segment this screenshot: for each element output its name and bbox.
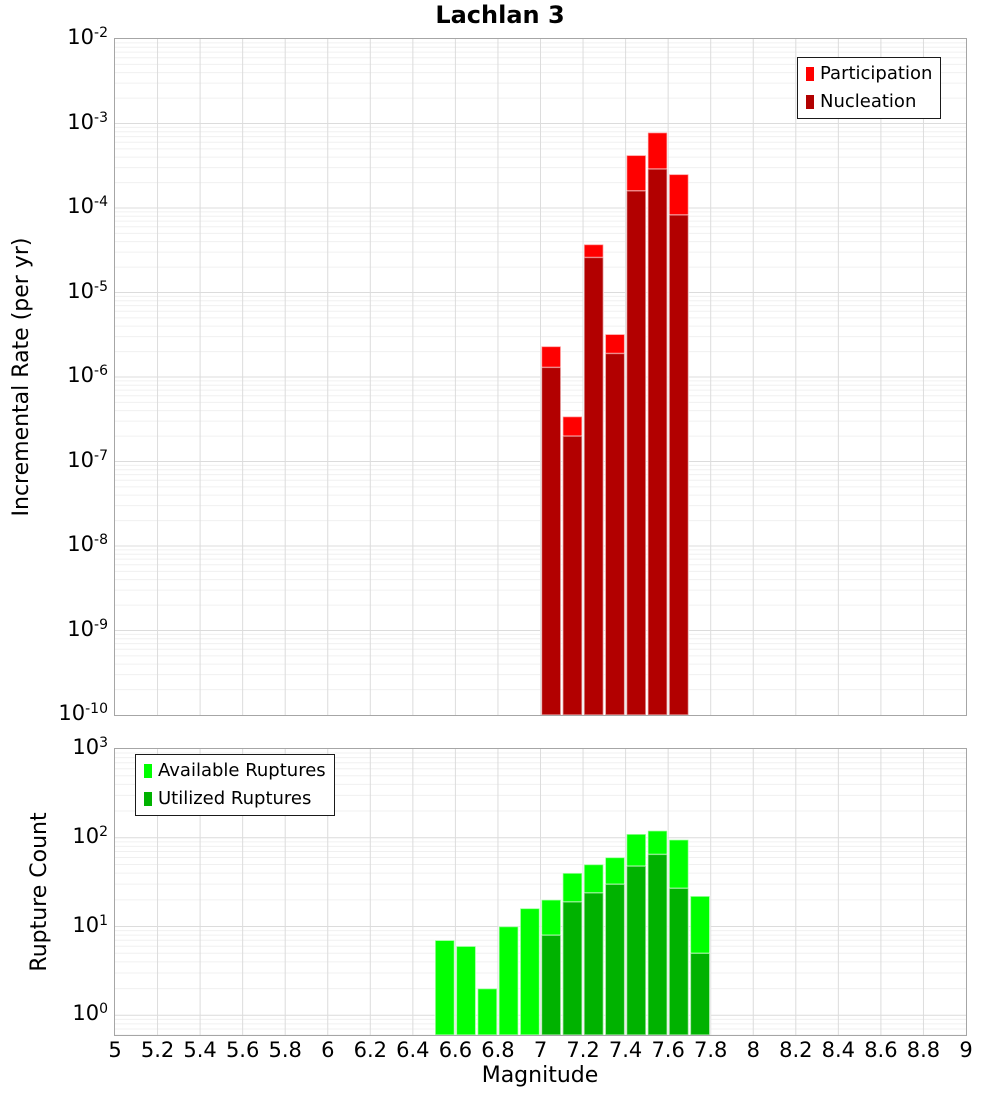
bar-utilized-ruptures [648, 854, 667, 1035]
y-tick-label: $10^{-8}$ [67, 532, 108, 556]
y-tick-label: $10^2$ [72, 823, 108, 848]
x-tick-label: 5.8 [268, 1038, 302, 1062]
bar-available-ruptures [456, 946, 475, 1035]
bar-utilized-ruptures [542, 935, 561, 1035]
bar-utilized-ruptures [584, 893, 603, 1035]
bar-nucleation [542, 367, 561, 715]
x-tick-label: 6 [321, 1038, 335, 1062]
bar-utilized-ruptures [627, 866, 646, 1035]
legend-item-available-ruptures [144, 757, 326, 785]
bar-nucleation [627, 191, 646, 715]
x-tick-label: 9 [959, 1038, 973, 1062]
legend-item-nucleation [806, 88, 932, 116]
bar-utilized-ruptures [563, 902, 582, 1035]
legend-marker [806, 67, 814, 81]
rate-legend [797, 57, 941, 119]
y-tick-label: $10^{-4}$ [67, 194, 108, 218]
x-tick-label: 5 [108, 1038, 122, 1062]
x-tick-label: 6.6 [438, 1038, 473, 1062]
bar-nucleation [605, 353, 624, 715]
x-tick-label: 7.8 [693, 1038, 728, 1062]
bar-nucleation [669, 215, 688, 715]
x-tick-label: 8.4 [821, 1038, 856, 1062]
legend-item-utilized-ruptures [144, 785, 326, 813]
bar-utilized-ruptures [605, 884, 624, 1035]
y-tick-label: $10^{-10}$ [58, 701, 108, 725]
bar-utilized-ruptures [690, 953, 709, 1035]
y-tick-label: $10^{-2}$ [67, 25, 108, 49]
legend-item-participation [806, 60, 932, 88]
legend-label: Available Ruptures [158, 760, 326, 781]
x-axis-label: Magnitude [481, 1063, 599, 1088]
bottom-y-axis-label: Rupture Count [27, 812, 52, 972]
x-tick-label: 8.2 [779, 1038, 813, 1062]
bar-nucleation [563, 436, 582, 715]
bar-available-ruptures [499, 927, 518, 1035]
x-tick-label: 6.8 [481, 1038, 515, 1062]
x-tick-label: 5.2 [140, 1038, 175, 1062]
x-tick-label: 6.2 [353, 1038, 387, 1062]
y-tick-label: $10^1$ [72, 912, 108, 937]
x-tick-label: 7.4 [608, 1038, 643, 1062]
legend-label: Nucleation [820, 91, 917, 112]
y-tick-label: $10^3$ [72, 735, 108, 759]
legend-marker [806, 95, 814, 109]
legend-marker [144, 764, 152, 778]
x-tick-label: 8.6 [864, 1038, 898, 1062]
x-tick-label: 7.6 [651, 1038, 685, 1062]
legend-label: Utilized Ruptures [158, 788, 312, 809]
x-tick-label: 8 [746, 1038, 760, 1062]
legend-marker [144, 792, 152, 806]
legend-label: Participation [820, 63, 933, 84]
bar-available-ruptures [435, 940, 454, 1035]
incremental-rate-chart [115, 39, 966, 715]
y-tick-label: $10^{-5}$ [67, 278, 108, 303]
y-tick-label: $10^{-7}$ [67, 447, 108, 472]
count-legend [135, 754, 335, 816]
x-tick-label: 7 [533, 1038, 548, 1062]
x-tick-label: 8.8 [906, 1038, 941, 1062]
y-tick-label: $10^0$ [72, 1001, 108, 1026]
bar-utilized-ruptures [669, 888, 688, 1035]
x-tick-label: 5.6 [225, 1038, 260, 1062]
x-tick-label: 5.4 [183, 1038, 217, 1062]
bar-available-ruptures [520, 908, 539, 1035]
chart-title: Lachlan 3 [435, 1, 565, 29]
top-y-axis-label: Incremental Rate (per yr) [9, 237, 34, 517]
y-tick-label: $10^{-3}$ [67, 109, 108, 134]
x-tick-label: 6.4 [396, 1038, 430, 1062]
y-tick-label: $10^{-6}$ [67, 363, 108, 387]
bar-available-ruptures [478, 989, 497, 1035]
bar-nucleation [648, 169, 667, 715]
y-tick-label: $10^{-9}$ [67, 616, 108, 641]
bar-nucleation [584, 257, 603, 715]
x-tick-label: 7.2 [566, 1038, 600, 1062]
